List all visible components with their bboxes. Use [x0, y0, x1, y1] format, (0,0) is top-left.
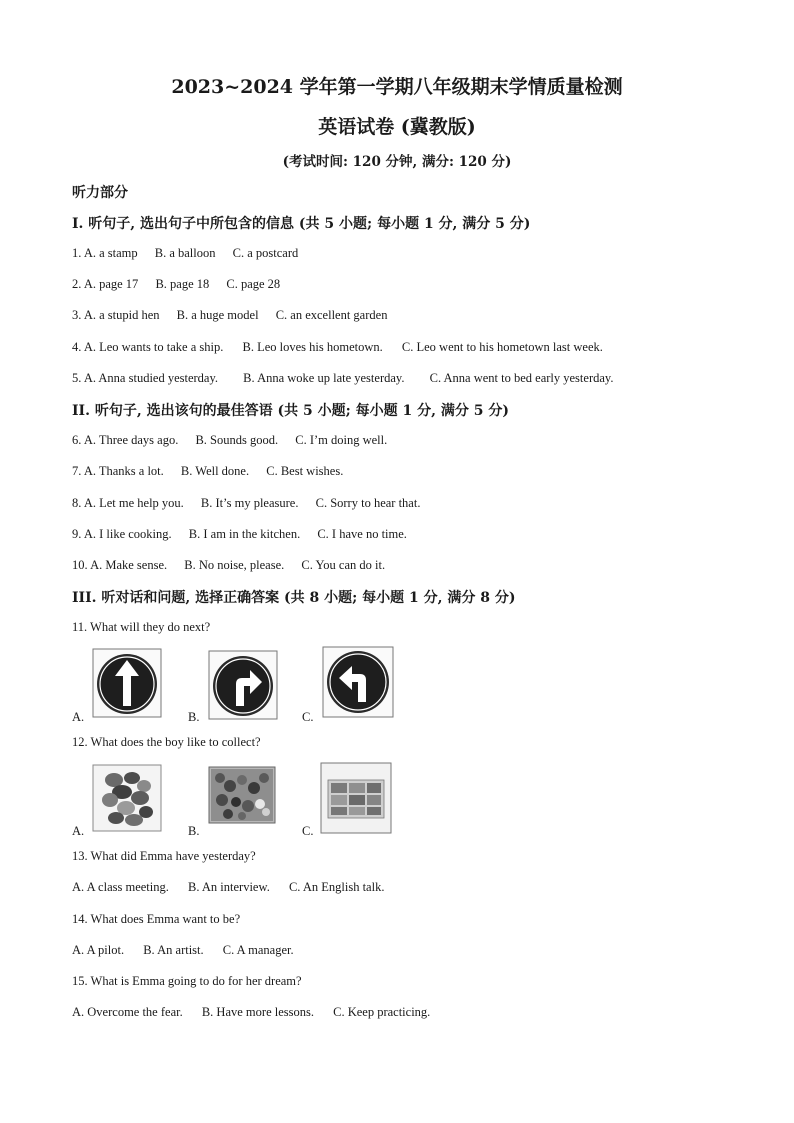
- stones-photo-icon: [92, 764, 162, 832]
- question-number: 6.: [72, 433, 82, 447]
- question-2: [72, 277, 280, 292]
- option-a: A. page 17: [83, 277, 139, 291]
- option-b: B. No noise, please.: [184, 558, 285, 572]
- question-7: [72, 464, 343, 479]
- option-b: B. An artist.: [143, 943, 204, 957]
- question-number: 10.: [72, 558, 88, 572]
- option-a: A. I like cooking.: [83, 527, 172, 541]
- option-b: B. I am in the kitchen.: [188, 527, 301, 541]
- option-b: B. Sounds good.: [195, 433, 279, 447]
- option-a: A. a stupid hen: [83, 308, 160, 322]
- section1-heading: I. 听句子, 选出句子中所包含的信息 (共 5 小题; 每小题 1 分, 满分 5 分): [72, 216, 531, 232]
- question-number: 8.: [72, 496, 82, 510]
- question-number: 7.: [72, 464, 82, 478]
- question-1: [72, 246, 298, 261]
- option-c: C. A manager.: [222, 943, 294, 957]
- option-a: A. Anna studied yesterday.: [83, 371, 219, 385]
- page-subtitle: 英语试卷 (冀教版): [318, 116, 476, 138]
- option-c: C. an excellent garden: [275, 308, 388, 322]
- option-c: C. Best wishes.: [266, 464, 344, 478]
- option-c: C. I have no time.: [317, 527, 407, 541]
- option-b: B. Well done.: [180, 464, 250, 478]
- option-a-label: A.: [72, 710, 85, 724]
- question-number: 4.: [72, 340, 82, 354]
- option-b: B. a balloon: [154, 246, 216, 260]
- option-b: B. Anna woke up late yesterday.: [243, 371, 405, 385]
- option-b: B. Leo loves his hometown.: [242, 340, 383, 354]
- option-b: B. Have more lessons.: [201, 1005, 314, 1019]
- question-9: [72, 527, 407, 542]
- question-number: 5.: [72, 371, 82, 385]
- option-b: B. page 18: [155, 277, 210, 291]
- question-13: 13. What did Emma have yesterday?: [72, 849, 256, 863]
- option-c: C. page 28: [226, 277, 281, 291]
- option-c-label: C.: [302, 710, 314, 724]
- option-a: A. Overcome the fear.: [72, 1005, 183, 1019]
- option-c-label: C.: [302, 824, 314, 838]
- question-11: 11. What will they do next?: [72, 620, 211, 634]
- option-b: B. An interview.: [188, 880, 270, 894]
- question-15: 15. What is Emma going to do for her dream?: [72, 974, 302, 988]
- question-14-options: [72, 943, 294, 958]
- question-4: [72, 340, 603, 355]
- option-a: A. Let me help you.: [83, 496, 184, 510]
- part-label: 听力部分: [72, 185, 128, 201]
- option-a: A. Leo wants to take a ship.: [83, 340, 224, 354]
- question-14: 14. What does Emma want to be?: [72, 912, 241, 926]
- option-c: C. Leo went to his hometown last week.: [401, 340, 603, 354]
- question-number: 2.: [72, 277, 82, 291]
- option-a: A. a stamp: [83, 246, 138, 260]
- go-straight-sign-icon: [92, 648, 162, 718]
- option-b-label: B.: [188, 710, 200, 724]
- option-a: A. A class meeting.: [72, 880, 169, 894]
- question-number: 1.: [72, 246, 82, 260]
- turn-left-sign-icon: [322, 646, 394, 718]
- question-8: [72, 496, 420, 511]
- page-title: 2023~2024 学年第一学期八年级期末学情质量检测: [171, 76, 623, 98]
- option-a: A. A pilot.: [72, 943, 125, 957]
- option-c: C. An English talk.: [288, 880, 385, 894]
- option-c: C. You can do it.: [301, 558, 386, 572]
- question-12: 12. What does the boy like to collect?: [72, 735, 261, 749]
- option-a: A. Three days ago.: [83, 433, 179, 447]
- option-b: B. It’s my pleasure.: [200, 496, 299, 510]
- turn-right-sign-icon: [208, 650, 278, 720]
- exam-info: (考试时间: 120 分钟, 满分: 120 分): [282, 154, 512, 170]
- option-a: A. Make sense.: [90, 558, 168, 572]
- option-b: B. a huge model: [176, 308, 259, 322]
- question-number: 9.: [72, 527, 82, 541]
- option-c: C. a postcard: [232, 246, 299, 260]
- stamps-photo-icon: [320, 762, 392, 834]
- option-c: C. I’m doing well.: [295, 433, 388, 447]
- option-a-label: A.: [72, 824, 85, 838]
- option-c: C. Keep practicing.: [333, 1005, 431, 1019]
- option-b-label: B.: [188, 824, 200, 838]
- question-15-options: [72, 1005, 430, 1020]
- section2-heading: II. 听句子, 选出该句的最佳答语 (共 5 小题; 每小题 1 分, 满分 5 分): [72, 403, 509, 419]
- question-13-options: [72, 880, 384, 895]
- question-10: [72, 558, 385, 573]
- option-c: C. Sorry to hear that.: [315, 496, 421, 510]
- question-number: 3.: [72, 308, 82, 322]
- option-c: C. Anna went to bed early yesterday.: [429, 371, 614, 385]
- question-3: [72, 308, 387, 323]
- question-5: [72, 371, 613, 386]
- section3-heading: III. 听对话和问题, 选择正确答案 (共 8 小题; 每小题 1 分, 满分 8 分): [72, 590, 516, 606]
- coins-photo-icon: [208, 766, 276, 824]
- option-a: A. Thanks a lot.: [83, 464, 164, 478]
- question-6: [72, 433, 387, 448]
